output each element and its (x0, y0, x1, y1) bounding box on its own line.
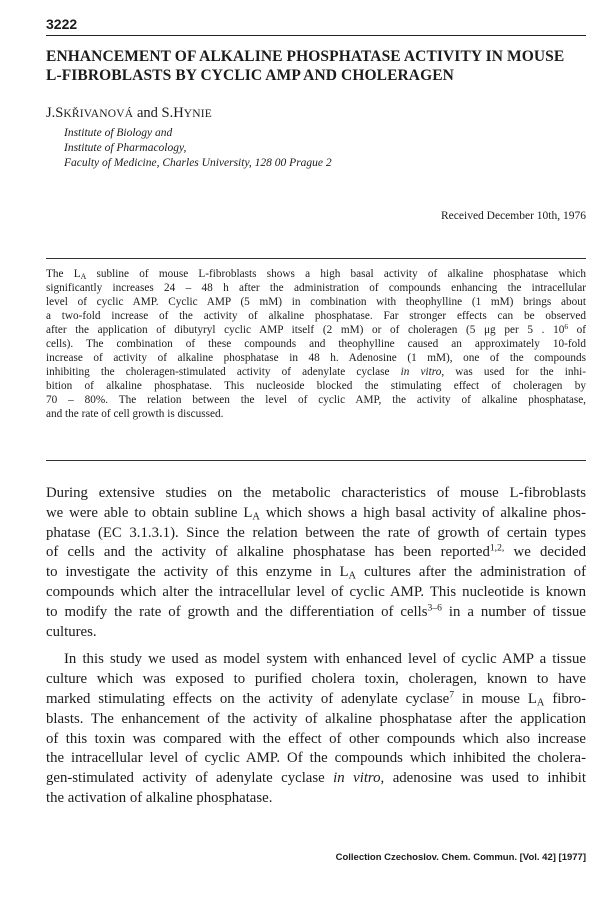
abstract-top-rule (46, 258, 586, 259)
body-line: During extensive studies on the metabolic characteristics of mouse L-fibroblasts (46, 485, 586, 501)
header-rule (46, 35, 586, 36)
body-line: of cells and the activity of alkaline phosphatase has been reported$^{1,2,}$ we decided (46, 543, 586, 561)
abstract-line: level of cyclic AMP. Cyclic AMP (5 mM) in combination with theophylline (1 mM) brings about (46, 296, 586, 308)
body-line: phatase (EC 3.1.3.1). Since the relation between the rate of growth of certain types (46, 524, 586, 541)
paragraph-gap (46, 642, 586, 650)
article-title (46, 47, 586, 85)
abstract-line: significantly increases 24 – 48 h after the administration of compounds enhancing the intracellular (46, 282, 586, 294)
body-line: cultures. (46, 623, 97, 640)
affiliation-line-2: Institute of Pharmacology, (64, 142, 187, 154)
body-line: marked stimulating effects on the activity of adenylate cyclase$^7$ in mouse $L_A$ fibro- (46, 689, 587, 709)
abstract-line: bition of alkaline phosphatase. This nucleoside blocked the stimulating effect of choleragen by (46, 380, 586, 392)
body-line: blasts. The enhancement of the activity of alkaline phosphatase after the application (46, 710, 586, 727)
page-number: 3222 (46, 16, 78, 32)
affiliation-line-3: Faculty of Medicine, Charles University, 128 00 Prague 2 (64, 157, 332, 169)
abstract-bottom-rule (46, 460, 586, 461)
authors-and: and (133, 105, 162, 121)
journal-footer: Collection Czechoslov. Chem. Commun. [Vol. 42] [1977] (335, 852, 586, 863)
body-line: culture which was exposed to purified cholera toxin, choleragen, known to have (46, 671, 586, 688)
body-line: gen-stimulated activity of adenylate cyclase in vitro, adenosine was used to inhibit (46, 770, 586, 787)
body-line: to investigate the activity of this enzyme in $L_A$ cultures after the administration of (46, 564, 586, 582)
body-line: the intracellular level of cyclic AMP. Of the compounds which inhibited the cholera- (46, 750, 586, 767)
body-text (46, 484, 586, 809)
author-2-initial: S. (161, 105, 174, 121)
abstract (46, 267, 586, 421)
author-1-initial: J. (46, 105, 56, 121)
body-line: of this toxin was compared with the effect of other compounds which also increase (46, 730, 586, 747)
abstract-line: cells). The combination of these compounds and theophylline caused an approximately 10-fold (46, 338, 586, 350)
body-line: the activation of alkaline phosphatase. (46, 789, 273, 806)
body-line: we were able to obtain subline $L_A$ which shows a high basal activity of alkaline phos- (46, 504, 586, 523)
author-1-lead: S (55, 105, 64, 121)
body-line: to modify the rate of growth and the differentiation of cells$^{3-6}$ in a number of tissue (46, 602, 586, 620)
author-2-rest: YNIE (183, 108, 212, 120)
affiliation-line-1: Institute of Biology and (64, 127, 173, 139)
received-date: Received December 10th, 1976 (441, 210, 586, 222)
author-1-rest: KŘIVANOVÁ (63, 108, 134, 120)
body-line: compounds which alter the intracellular level of cyclic AMP. This nucleotide is known (46, 583, 586, 600)
abstract-line: inhibiting the choleragen-stimulated activity of adenylate cyclase in vitro, was used for the inhi- (46, 366, 586, 378)
abstract-line: after the application of dibutyryl cyclic AMP itself (2 mM) or of choleragen (5 μg per 5 . $10^6$ of (46, 321, 587, 336)
abstract-line: 70 – 80%. The relation between the level of cyclic AMP, the activity of alkaline phosphatase, (46, 394, 586, 406)
title-line-2: L-FIBROBLASTS BY CYCLIC AMP AND CHOLERAGEN (46, 67, 454, 84)
abstract-line: increase of activity of alkaline phosphatase in 48 h. Adenosine (1 mM), one of the compounds (46, 352, 586, 364)
abstract-line: and the rate of cell growth is discussed. (46, 408, 224, 420)
body-line: In this study we used as model system with enhanced level of cyclic AMP a tissue (64, 651, 586, 668)
author-2-lead: H (173, 105, 184, 121)
authors (46, 105, 212, 122)
affiliation (64, 126, 332, 171)
abstract-line: a two-fold increase of the activity of alkaline phosphatase. Far stronger effects can be observed (46, 310, 586, 322)
abstract-line: The $L_A$ subline of mouse L-fibroblasts shows a high basal activity of alkaline phosphatase which (46, 268, 586, 281)
title-line-1: ENHANCEMENT OF ALKALINE PHOSPHATASE ACTIVITY IN MOUSE (46, 48, 565, 65)
